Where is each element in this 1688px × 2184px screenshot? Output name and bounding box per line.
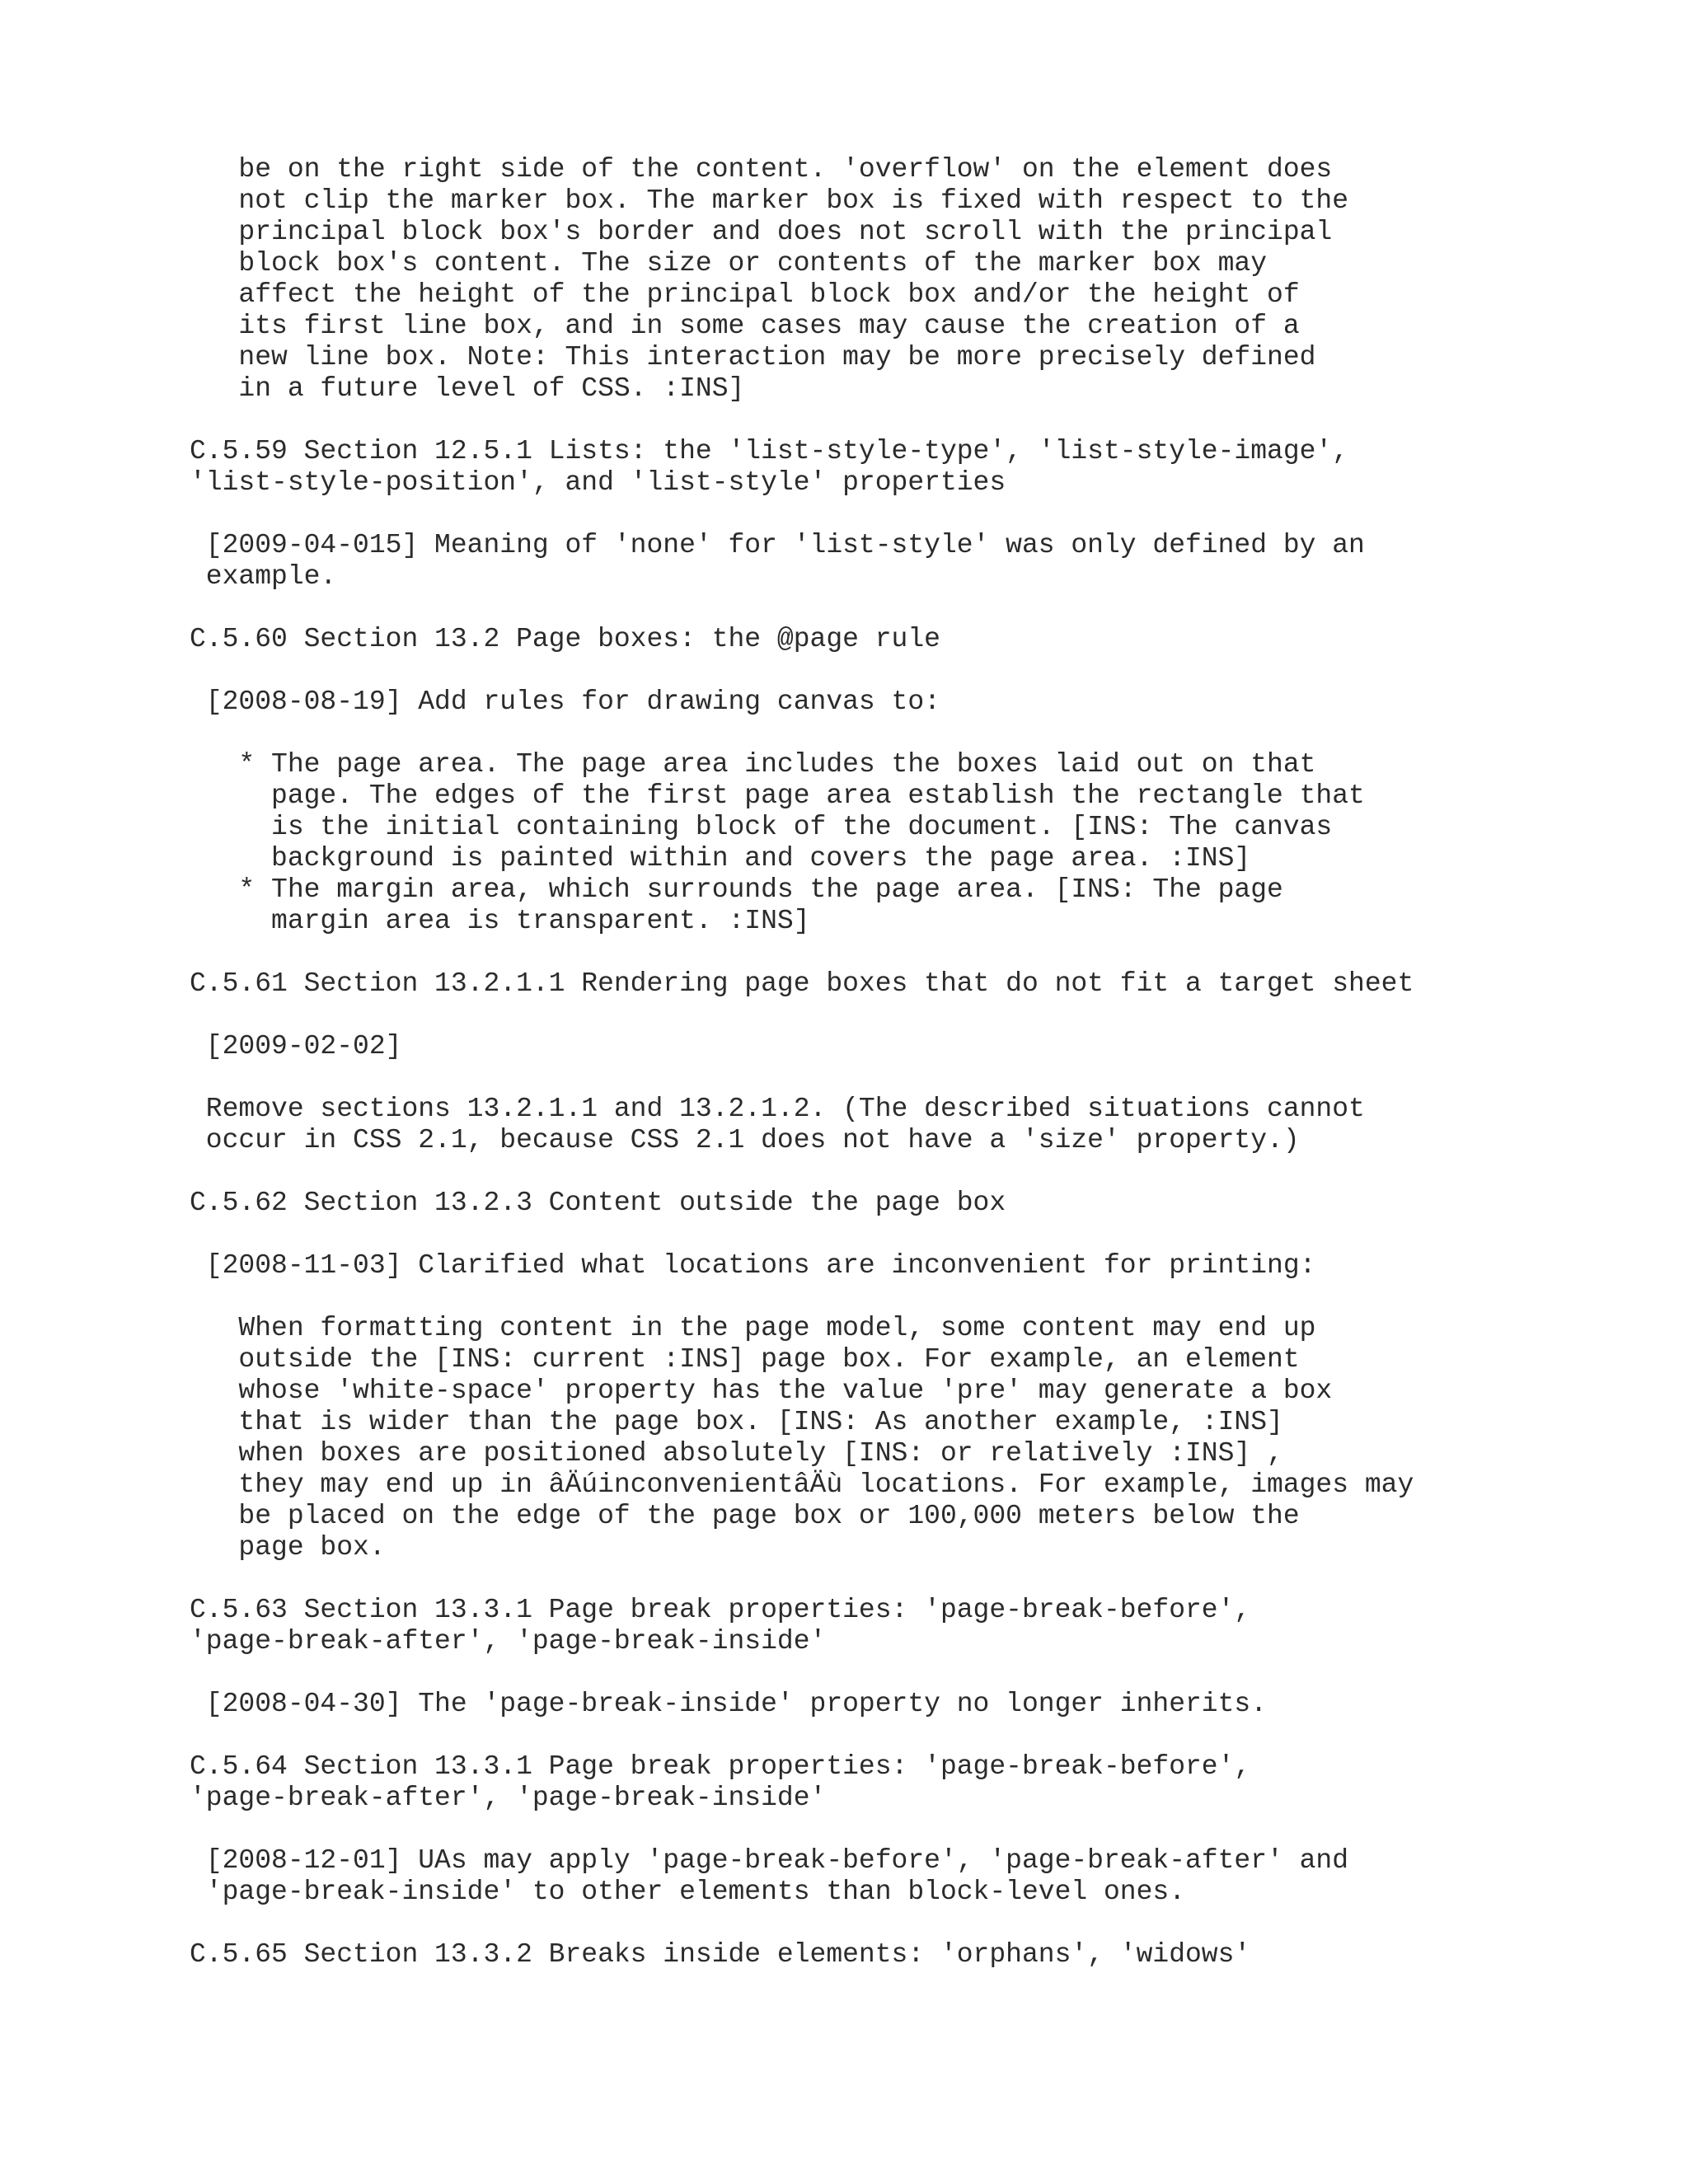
section-heading: C.5.61 Section 13.2.1.1 Rendering page boxes that do not fit a target sheet [190,968,1414,999]
text-line: page. The edges of the first page area establish the rectangle that [190,780,1365,811]
section-heading: 'page-break-after', 'page-break-inside' [190,1626,827,1657]
section-heading: C.5.63 Section 13.3.1 Page break properties: 'page-break-before', [190,1595,1251,1625]
section-heading: 'list-style-position', and 'list-style' properties [190,467,1006,498]
text-line: 'page-break-inside' to other elements than block-level ones. [190,1877,1185,1907]
text-line: [2008-11-03] Clarified what locations are inconvenient for printing: [190,1250,1316,1281]
section-heading: C.5.65 Section 13.3.2 Breaks inside elements: 'orphans', 'widows' [190,1939,1251,1970]
text-line: example. [190,561,337,592]
text-line: when boxes are positioned absolutely [INS: or relatively :INS] , [190,1438,1283,1469]
section-heading: C.5.59 Section 12.5.1 Lists: the 'list-style-type', 'list-style-image', [190,436,1349,466]
text-line: they may end up in âÄúinconvenientâÄù locations. For example, images may [190,1469,1414,1500]
text-line: be on the right side of the content. 'overflow' on the element does [190,154,1333,185]
text-line: [2008-08-19] Add rules for drawing canvas to: [190,687,940,717]
list-item: * The margin area, which surrounds the page area. [INS: The page [190,874,1283,905]
text-line: principal block box's border and does not scroll with the principal [190,217,1333,247]
text-line: its first line box, and in some cases may cause the creation of a [190,311,1300,341]
text-line: that is wider than the page box. [INS: As another example, :INS] [190,1407,1283,1437]
text-line: outside the [INS: current :INS] page box. For example, an element [190,1344,1300,1375]
text-line: affect the height of the principal block box and/or the height of [190,279,1300,310]
text-line: page box. [190,1532,386,1563]
text-line: Remove sections 13.2.1.1 and 13.2.1.2. (The described situations cannot [190,1094,1365,1124]
section-heading: C.5.64 Section 13.3.1 Page break properties: 'page-break-before', [190,1751,1251,1782]
text-line: [2008-12-01] UAs may apply 'page-break-before', 'page-break-after' and [190,1845,1349,1876]
text-line: not clip the marker box. The marker box is fixed with respect to the [190,185,1349,216]
section-heading: C.5.62 Section 13.2.3 Content outside the page box [190,1188,1006,1218]
text-line: new line box. Note: This interaction may be more precisely defined [190,342,1316,373]
text-line: [2009-04-015] Meaning of 'none' for 'list-style' was only defined by an [190,530,1365,560]
text-line: in a future level of CSS. :INS] [190,373,745,404]
text-line: margin area is transparent. :INS] [190,906,810,936]
section-heading: C.5.60 Section 13.2 Page boxes: the @page rule [190,624,940,654]
text-line: whose 'white-space' property has the value 'pre' may generate a box [190,1376,1333,1406]
text-line: be placed on the edge of the page box or 100,000 meters below the [190,1501,1300,1531]
text-line: occur in CSS 2.1, because CSS 2.1 does not have a 'size' property.) [190,1125,1300,1155]
text-line: When formatting content in the page model, some content may end up [190,1313,1316,1343]
text-line: is the initial containing block of the document. [INS: The canvas [190,812,1333,842]
text-line: block box's content. The size or contents of the marker box may [190,248,1268,279]
text-line: background is painted within and covers the page area. :INS] [190,843,1251,874]
list-item: * The page area. The page area includes the boxes laid out on that [190,749,1316,780]
text-line: [2008-04-30] The 'page-break-inside' property no longer inherits. [190,1689,1268,1719]
text-line: [2009-02-02] [190,1031,402,1062]
section-heading: 'page-break-after', 'page-break-inside' [190,1783,827,1813]
